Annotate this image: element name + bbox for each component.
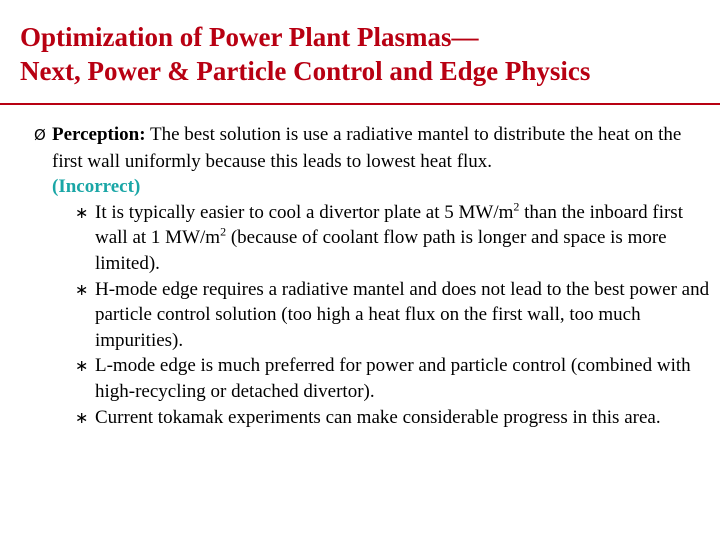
slide-title-line-1: Optimization of Power Plant Plasmas— <box>20 22 479 52</box>
supporting-point-text: H-mode edge requires a radiative mantel and does not lead to the best power and particle control solution (too high a heat flux on the first wall, too much impurities). <box>95 278 710 351</box>
asterisk-bullet-icon: ∗ <box>75 202 89 222</box>
perception-point <box>34 122 714 200</box>
superscript-exponent: 2 <box>220 225 227 240</box>
supporting-point <box>75 405 714 431</box>
asterisk-bullet-icon: ∗ <box>75 279 89 299</box>
supporting-point <box>75 199 714 277</box>
supporting-points-list <box>34 200 714 430</box>
asterisk-bullet-icon: ∗ <box>75 407 89 427</box>
superscript-exponent: 2 <box>513 199 520 214</box>
slide-title-line-2: Next, Power & Particle Control and Edge Physics <box>20 56 591 86</box>
perception-verdict: (Incorrect) <box>52 176 141 198</box>
slide-body <box>34 122 714 430</box>
supporting-point <box>75 353 714 404</box>
perception-label: Perception: <box>52 124 146 145</box>
title-divider <box>0 103 720 105</box>
supporting-point-text: than the inboard first wall at 1 MW/m <box>95 201 683 249</box>
supporting-point <box>75 277 714 354</box>
asterisk-bullet-icon: ∗ <box>75 356 89 376</box>
perception-text: The best solution is use a radiative mantel to distribute the heat on the first wall uniformly because this leads to lowest heat flux. <box>52 124 682 172</box>
arrow-bullet-icon: Ø <box>34 126 46 144</box>
slide-title <box>20 20 710 88</box>
supporting-point-text: Current tokamak experiments can make considerable progress in this area. <box>95 406 661 428</box>
supporting-point-text: It is typically easier to cool a divertor plate at 5 MW/m <box>95 201 514 223</box>
supporting-point-text: L-mode edge is much preferred for power and particle control (combined with high-recycling or detached divertor). <box>95 355 691 402</box>
supporting-point-text: (because of coolant flow path is longer and space is more limited). <box>95 227 667 274</box>
